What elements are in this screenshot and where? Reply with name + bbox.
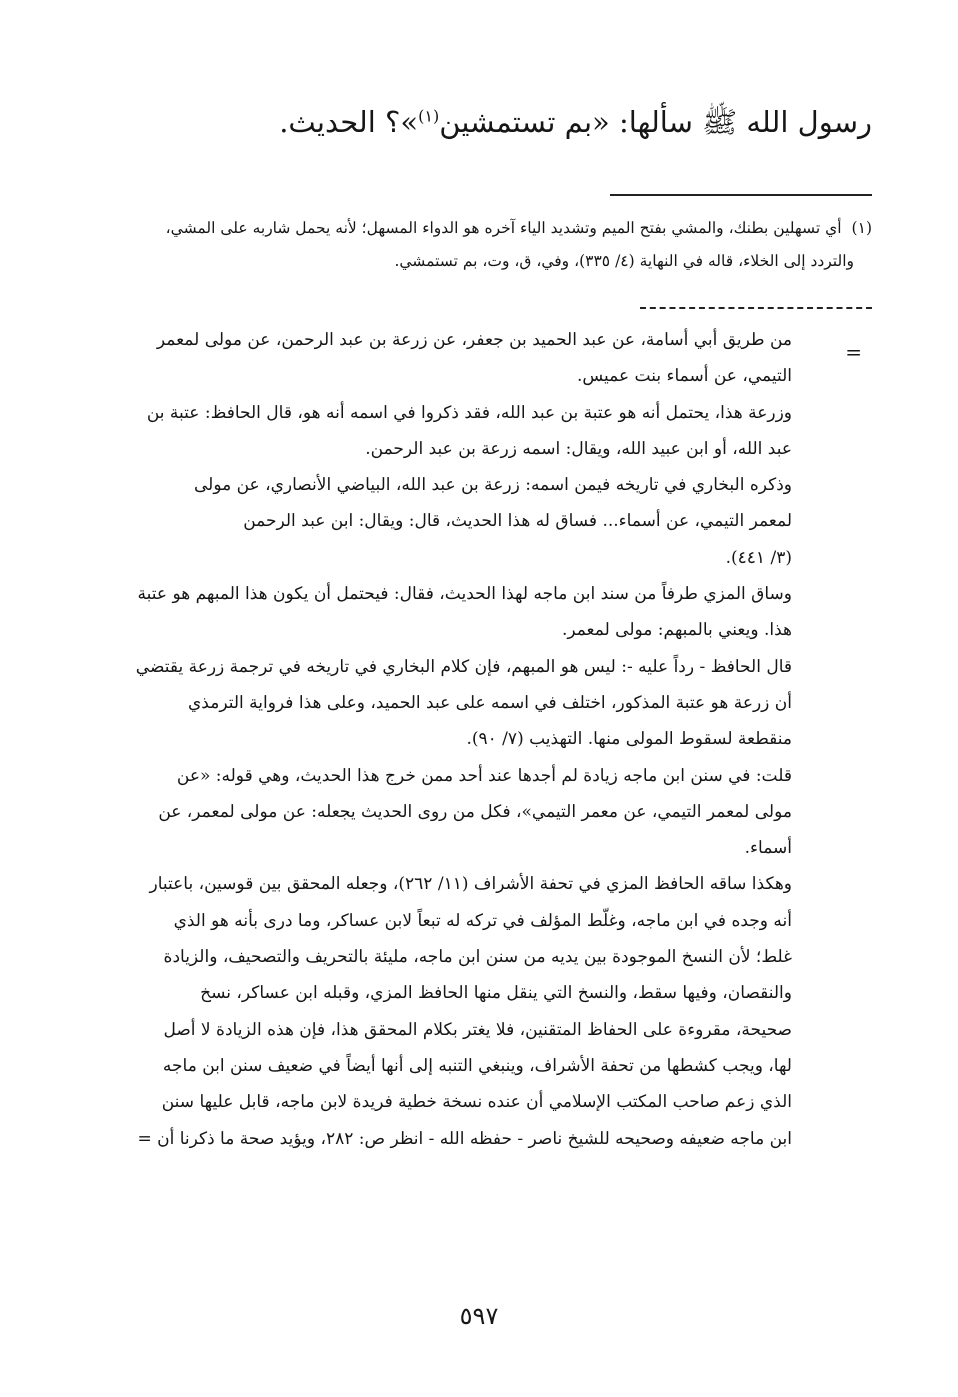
notes-line: هذا. ويعني بالمبهم: مولى لمعمر.: [561, 620, 792, 641]
notes-line: وذكره البخاري في تاريخه فيمن اسمه: زرعة بن عبد الله، البياضي الأنصاري، عن مولى: [193, 475, 792, 496]
notes-line: صحيحة، مقروءة على الحفاظ المتقنين، فلا يغتر بكلام المحقق هذا، فإن هذه الزيادة لا أصل: [163, 1019, 792, 1040]
footnote-block: [112, 212, 872, 278]
notes-line: لمعمر التيمي، عن أسماء... فساق له هذا الحديث، قال: ويقال: ابن عبد الرحمن: [243, 511, 792, 532]
notes-line: منقطعة لسقوط المولى منها. التهذيب (٧/ ٩٠).: [466, 729, 792, 750]
notes-line: والنقصان، وفيها سقط، والنسخ التي ينقل منها الحافظ المزي، وقبله ابن عساكر، نسخ: [200, 983, 792, 1004]
notes-line: وهكذا ساقه الحافظ المزي في تحفة الأشراف (١١/ ٢٦٢)، وجعله المحقق بين قوسين، باعتبار: [149, 874, 792, 895]
notes-line: الذي زعم صاحب المكتب الإسلامي أن عنده نسخة خطية فريدة لابن ماجه، قابل عليها سنن: [161, 1092, 792, 1113]
notes-line: قال الحافظ - رداً عليه -: ليس هو المبهم، فإن كلام البخاري في تاريخه في ترجمة زرعة يقتضي: [135, 656, 792, 677]
notes-line: أنه وجده في ابن ماجه، وغلّط المؤلف في تركه له تبعاً لابن عساكر، وما درى بأنه هو الذي: [173, 910, 792, 931]
footnote-reference[interactable]: (١): [418, 106, 440, 126]
main-text-line: [112, 100, 872, 144]
notes-line: قلت: في سنن ابن ماجه زيادة لم أجدها عند أحد ممن خرج هذا الحديث، وهي قوله: «عن: [176, 765, 792, 786]
notes-line: من طريق أبي أسامة، عن عبد الحميد بن جعفر، عن زرعة بن عبد الرحمن، عن مولى لمعمر: [156, 330, 792, 350]
notes-line: لها، ويجب كشطها من تحفة الأشراف، وينبغي التنبه إلى أنها أيضاً في ضعيف سنن ابن ماجه: [162, 1055, 792, 1076]
continuation-mark: =: [845, 340, 862, 364]
notes-line: مولى لمعمر التيمي، عن معمر التيمي»، فكل من روى الحديث يجعله: عن مولى لمعمر، عن: [158, 801, 792, 822]
continued-notes-block: [135, 322, 792, 1157]
notes-line: التيمي، عن أسماء بنت عميس.: [576, 366, 792, 387]
main-text-after-ref: »؟ الحديث.: [279, 105, 419, 139]
main-text-before-ref: رسول الله ﷺ سألها: «بم تستمشين: [439, 105, 872, 139]
footnote-separator-rule: [610, 194, 872, 196]
notes-separator-rule: [640, 307, 872, 309]
footnote-line-2: والتردد إلى الخلاء، قاله في النهاية (٤/ ٣٣٥)، وفي، ق، وت، بم تستمشي.: [394, 252, 854, 270]
notes-line: (٣/ ٤٤١).: [725, 547, 792, 568]
footnote-number: (١): [851, 219, 872, 237]
notes-line: أسماء.: [744, 838, 792, 859]
notes-line: وساق المزي طرفاً من سند ابن ماجه لهذا الحديث، فقال: فيحتمل أن يكون هذا المبهم هو عتبة: [137, 584, 792, 605]
footnote-text: أي تسهلين بطنك، والمشي بفتح الميم وتشديد الياء آخره هو الدواء المسهل؛ لأنه يحمل شاربه على المشي،: [165, 219, 842, 237]
notes-line: وزرعة هذا، يحتمل أنه هو عتبة بن عبد الله، فقد ذكروا في اسمه أنه هو، قال الحافظ: عتبة بن: [146, 402, 792, 423]
footnote-line-1: [112, 212, 872, 245]
notes-line: أن زرعة هو عتبة المذكور، اختلف في اسمه على عبد الحميد، وعلى هذا فرواية الترمذي: [188, 692, 792, 713]
notes-line: عبد الله، أو ابن عبيد الله، ويقال: اسمه زرعة بن عبد الرحمن.: [365, 438, 792, 459]
notes-line: غلط؛ لأن النسخ الموجودة بين يديه من سنن ابن ماجه، مليئة بالتحريف والتصحيف، والزيادة: [163, 947, 792, 968]
page-number: ٥٩٧: [459, 1302, 499, 1330]
notes-line: ابن ماجه ضعيفه وصحيحه للشيخ ناصر - حفظه الله - انظر ص: ٢٨٢، ويؤيد صحة ما ذكرنا أن =: [137, 1128, 792, 1149]
